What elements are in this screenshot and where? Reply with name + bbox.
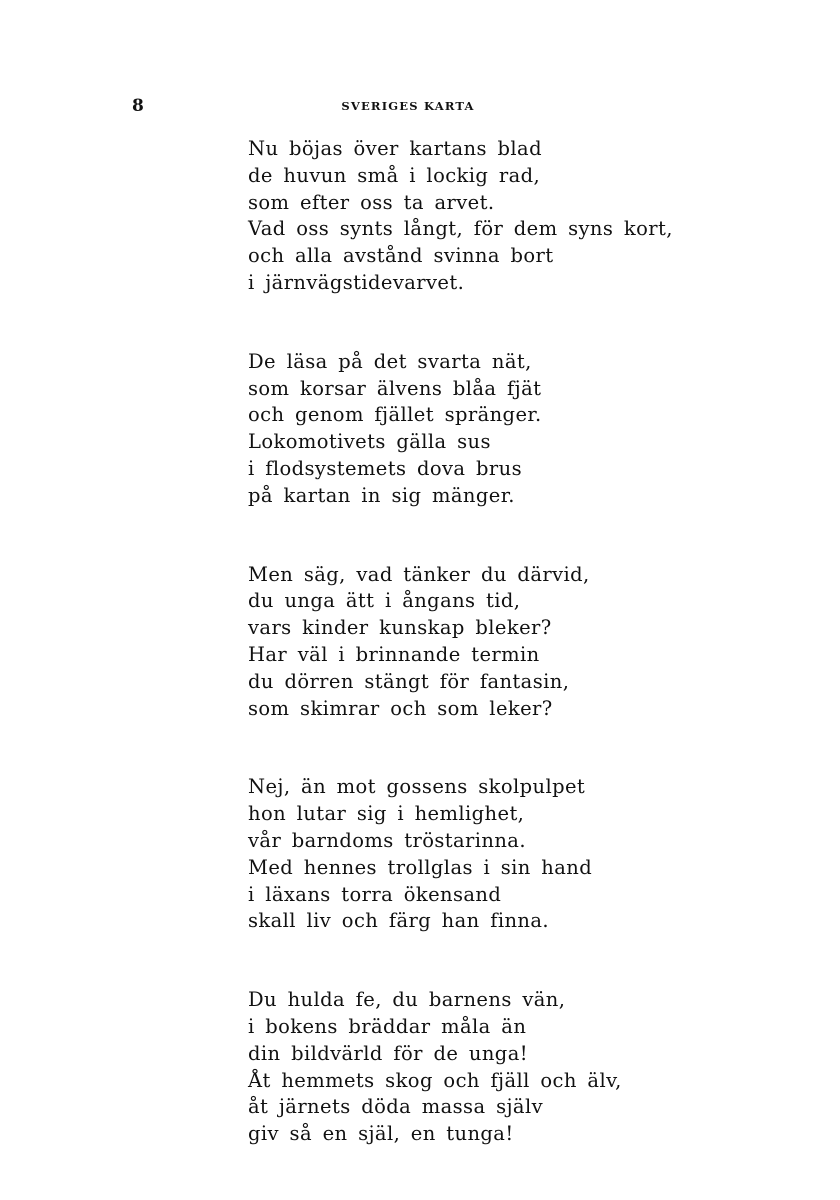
poem-line: i flodsystemets dova brus	[248, 456, 523, 480]
poem-line: Har väl i brinnande termin	[248, 642, 540, 666]
poem-line: vars kinder kunskap bleker?	[248, 616, 552, 640]
running-title	[0, 99, 840, 113]
stanza-5	[248, 987, 828, 1148]
poem-line: Du hulda fe, du barnens vän,	[248, 988, 566, 1012]
poem-line: och alla avstånd svinna bort	[248, 244, 554, 268]
poem-line: i järnvägstidevarvet.	[248, 270, 465, 294]
stanza-4	[248, 774, 828, 935]
poem-line: De läsa på det svarta nät,	[248, 349, 532, 373]
poem-line: hon lutar sig i hemlighet,	[248, 802, 525, 826]
page-number: 8	[132, 96, 144, 116]
poem-line: i bokens bräddar måla än	[248, 1014, 527, 1038]
poem-line: din bildvärld för de unga!	[248, 1041, 528, 1065]
poem-line: du unga ätt i ångans tid,	[248, 589, 521, 613]
poem-line: Åt hemmets skog och fjäll och älv,	[248, 1068, 622, 1092]
poem-line: i läxans torra ökensand	[248, 882, 502, 906]
poem-line: Lokomotivets gälla sus	[248, 430, 491, 454]
poem-line: som skimrar och som leker?	[248, 696, 553, 720]
poem-line: som korsar älvens blåa fjät	[248, 376, 542, 400]
poem-line: Nej, än mot gossens skolpulpet	[248, 775, 586, 799]
poem-line: och genom fjället spränger.	[248, 403, 542, 427]
poem-line: Men säg, vad tänker du därvid,	[248, 562, 590, 586]
poem-line: som efter oss ta arvet.	[248, 190, 495, 214]
running-title-text: SVERIGES KARTA	[341, 99, 475, 113]
poem-line: på kartan in sig mänger.	[248, 483, 515, 507]
poem-line: giv så en själ, en tunga!	[248, 1122, 514, 1146]
poem-line: de huvun små i lockig rad,	[248, 163, 541, 187]
poem-line: Nu böjas över kartans blad	[248, 137, 542, 160]
stanza-2	[248, 349, 828, 510]
poem-line: Vad oss synts långt, för dem syns kort,	[248, 217, 673, 241]
poem	[248, 136, 828, 1200]
poem-line: du dörren stängt för fantasin,	[248, 669, 570, 693]
poem-line: skall liv och färg han finna.	[248, 909, 550, 933]
poem-line: vår barndoms tröstarinna.	[248, 828, 526, 852]
poem-line: Med hennes trollglas i sin hand	[248, 855, 593, 879]
poem-line: åt järnets döda massa själv	[248, 1095, 544, 1119]
stanza-3	[248, 562, 828, 723]
stanza-1	[248, 136, 828, 297]
